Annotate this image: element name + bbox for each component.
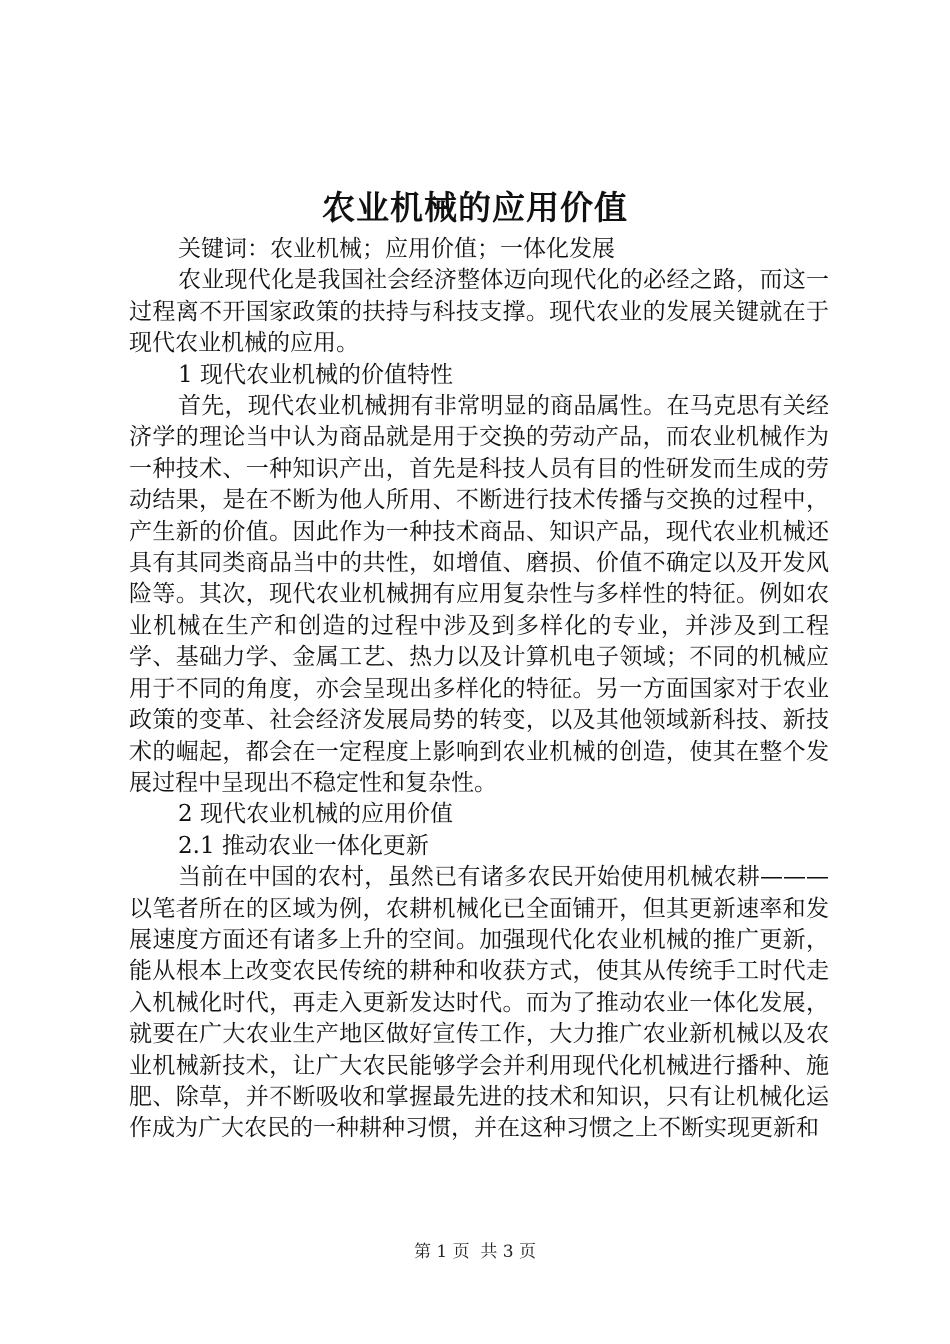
intro-paragraph: 农业现代化是我国社会经济整体迈向现代化的必经之路，而这一过程离不开国家政策的扶持与科技支撑。现代农业的发展关键就在于现代农业机械的应用。 — [129, 267, 829, 357]
page-footer — [0, 1241, 950, 1263]
section-heading-1: 1 现代农业机械的价值特性 — [178, 361, 453, 388]
page-number: 第 1 页 — [413, 1242, 470, 1262]
subsection-2-1-paragraph: 当前在中国的农村，虽然已有诸多农民开始使用机械农耕———以笔者所在的区域为例，农耕机械化已全面铺开，但其更新速率和发展速度方面还有诸多上升的空间。加强现代化农业机械的推广更新，能从根本上改变农民传统的耕种和收获方式，使其从传统手工时代走入机械化时代，再走入更新发达时代。而为了推动农业一体化发展，就要在广大农业生产地区做好宣传工作，大力推广农业新机械以及农业机械新技术，让广大农民能够学会并利用现代化机械进行播种、施肥、除草，并不断吸收和掌握最先进的技术和知识，只有让机械化运作成为广大农民的一种耕种习惯，并在这种习惯之上不断实现更新和 — [129, 864, 829, 1142]
document-title: 农业机械的应用价值 — [322, 188, 628, 227]
section-1-paragraph: 首先，现代农业机械拥有非常明显的商品属性。在马克思有关经济学的理论当中认为商品就是用于交换的劳动产品，而农业机械作为一种技术、一种知识产出，首先是科技人员有目的性研发而生成的劳动结果，是在不断为他人所用、不断进行技术传播与交换的过程中，产生新的价值。因此作为一种技术商品、知识产品，现代农业机械还具有其同类商品当中的共性，如增值、磨损、价值不确定以及开发风险等。其次，现代农业机械拥有应用复杂性与多样性的特征。例如农业机械在生产和创造的过程中涉及到多样化的专业，并涉及到工程学、基础力学、金属工艺、热力以及计算机电子领域；不同的机械应用于不同的角度，亦会呈现出多样化的特征。另一方面国家对于农业政策的变革、社会经济发展局势的转变，以及其他领域新科技、新技术的崛起，都会在一定程度上影响到农业机械的创造，使其在整个发展过程中呈现出不稳定性和复杂性。 — [129, 393, 829, 796]
keywords-paragraph: 关键词：农业机械；应用价值；一体化发展 — [178, 236, 615, 262]
section-heading-2: 2 现代农业机械的应用价值 — [178, 801, 453, 828]
subsection-heading-2-1: 2.1 推动农业一体化更新 — [178, 832, 429, 859]
page-total: 共 3 页 — [480, 1242, 537, 1262]
document-body — [129, 234, 829, 1145]
